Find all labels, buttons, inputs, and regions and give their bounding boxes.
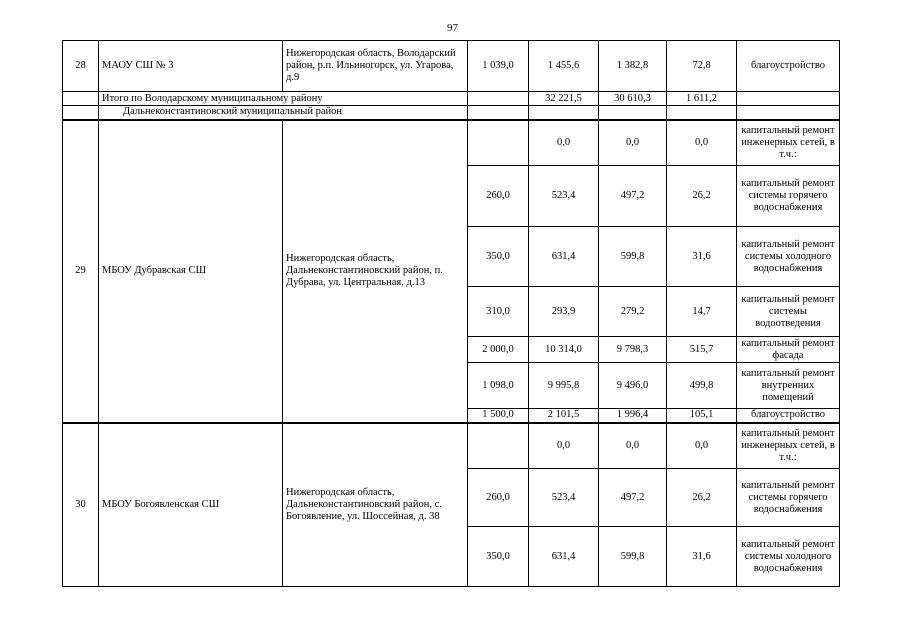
work-description: капитальный ремонт инженерных сетей, в т.ч.: [737,120,840,166]
value-cell: 2 101,5 [529,409,599,423]
value-cell: 523,4 [529,469,599,527]
value-cell: 0,0 [529,423,599,469]
work-description: капитальный ремонт системы горячего водоснабжения [737,469,840,527]
work-description: капитальный ремонт системы горячего водоснабжения [737,166,840,227]
value-cell: 497,2 [599,469,667,527]
value-cell: 2 000,0 [468,337,529,363]
value-cell: 0,0 [599,120,667,166]
empty-cell [468,92,529,106]
empty-cell [468,106,529,120]
work-description: капитальный ремонт фасада [737,337,840,363]
school-name: МБОУ Богоявленская СШ [99,423,283,587]
total-value: 1 611,2 [667,92,737,106]
value-cell: 260,0 [468,166,529,227]
works-table [62,40,840,587]
work-description: капитальный ремонт системы холодного водоснабжения [737,227,840,287]
row-number: 30 [63,423,99,587]
total-label: Итого по Володарскому муниципальному району [99,92,468,106]
value-cell: 515,7 [667,337,737,363]
school-address: Нижегородская область, Володарский район, р.п. Ильиногорск, ул. Угарова, д.9 [283,41,468,92]
value-cell: 0,0 [529,120,599,166]
work-description: благоустройство [737,409,840,423]
value-cell: 0,0 [667,120,737,166]
value-cell: 350,0 [468,527,529,587]
row-number: 28 [63,41,99,92]
work-description: капитальный ремонт системы водоотведения [737,287,840,337]
value-cell [468,120,529,166]
district-header: Дальнеконстантиновский муниципальный район [99,106,468,120]
total-row [63,92,840,106]
value-cell: 599,8 [599,227,667,287]
empty-cell [63,92,99,106]
value-cell: 31,6 [667,227,737,287]
school-name: МАОУ СШ № 3 [99,41,283,92]
empty-cell [529,106,599,120]
value-cell: 1 500,0 [468,409,529,423]
value-cell: 1 039,0 [468,41,529,92]
table-row-29 [63,120,840,166]
empty-cell [667,106,737,120]
row-number: 29 [63,120,99,423]
school-address: Нижегородская область, Дальнеконстантиновский район, п. Дубрава, ул. Центральная, д.13 [283,120,468,423]
value-cell: 9 496,0 [599,363,667,409]
value-cell: 14,7 [667,287,737,337]
value-cell: 350,0 [468,227,529,287]
value-cell: 260,0 [468,469,529,527]
empty-cell [599,106,667,120]
value-cell: 0,0 [667,423,737,469]
value-cell: 310,0 [468,287,529,337]
value-cell: 1 382,8 [599,41,667,92]
value-cell: 523,4 [529,166,599,227]
value-cell: 1 455,6 [529,41,599,92]
value-cell: 499,8 [667,363,737,409]
value-cell: 1 996,4 [599,409,667,423]
total-value: 32 221,5 [529,92,599,106]
value-cell: 9 995,8 [529,363,599,409]
value-cell: 26,2 [667,469,737,527]
work-description: капитальный ремонт внутренних помещений [737,363,840,409]
value-cell: 279,2 [599,287,667,337]
total-value: 30 610,3 [599,92,667,106]
table-row-28 [63,41,840,92]
work-description: капитальный ремонт инженерных сетей, в т.ч.: [737,423,840,469]
value-cell: 72,8 [667,41,737,92]
value-cell: 1 098,0 [468,363,529,409]
empty-cell [63,106,99,120]
table-row-30 [63,423,840,469]
value-cell: 26,2 [667,166,737,227]
value-cell: 497,2 [599,166,667,227]
work-description: благоустройство [737,41,840,92]
school-name: МБОУ Дубравская СШ [99,120,283,423]
value-cell: 631,4 [529,527,599,587]
value-cell: 599,8 [599,527,667,587]
value-cell: 31,6 [667,527,737,587]
value-cell: 9 798,3 [599,337,667,363]
page-number: 97 [447,22,458,34]
value-cell: 293,9 [529,287,599,337]
work-description: капитальный ремонт системы холодного водоснабжения [737,527,840,587]
value-cell: 0,0 [599,423,667,469]
value-cell [468,423,529,469]
empty-cell [737,106,840,120]
empty-cell [737,92,840,106]
school-address: Нижегородская область, Дальнеконстантиновский район, с. Богоявление, ул. Шоссейная, д. 38 [283,423,468,587]
district-header-row [63,106,840,120]
value-cell: 10 314,0 [529,337,599,363]
value-cell: 105,1 [667,409,737,423]
value-cell: 631,4 [529,227,599,287]
